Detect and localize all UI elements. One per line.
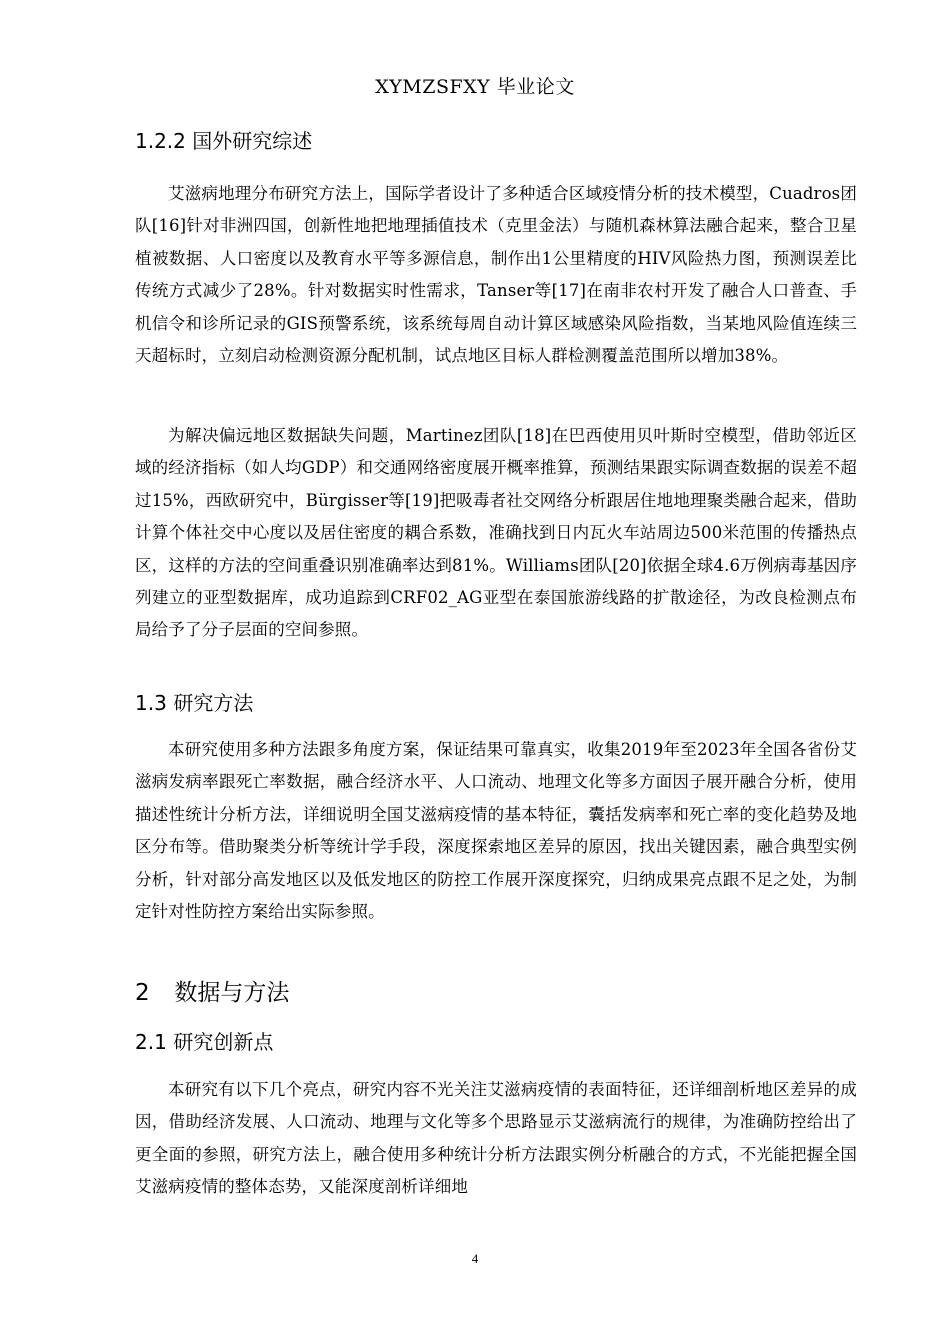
page-header: XYMZSFXY 毕业论文	[375, 76, 575, 98]
page-number: 4	[471, 1251, 479, 1266]
paragraph-data-gaps: 为解决偏远地区数据缺失问题，Martinez团队[18]在巴西使用贝叶斯时空模型，借助邻近区域的经济指标（如人均GDP）和交通网络密度展开概率推算，预测结果跟实际调查数据的误差不超过15%，西欧研究中，Bürgisser等[19]把吸毒者社交网络分析跟居住地地理聚类融合起来，借助计算个体社交中心度以及居住密度的耦合系数，准确找到日内瓦火车站周边500米范围的传播热点区，这样的方法的空间重叠识别准确率达到81%。Williams团队[20]依据全球4.6万例病毒基因序列建立的亚型数据库，成功追踪到CRF02_AG亚型在泰国旅游线路的扩散途径，为改良检测点布局给予了分子层面的空间参照。	[135, 426, 857, 640]
section-heading-1-3	[135, 689, 253, 717]
section-number: 1.2.2	[135, 129, 186, 153]
section-number: 1.3	[135, 691, 167, 715]
section-title: 研究创新点	[173, 1030, 274, 1054]
paragraph-foreign-research: 艾滋病地理分布研究方法上，国际学者设计了多种适合区域疫情分析的技术模型，Cuadros团队[16]针对非洲四国，创新性地把地理插值技术（克里金法）与随机森林算法融合起来，整合卫星植被数据、人口密度以及教育水平等多源信息，制作出1公里精度的HIV风险热力图，预测误差比传统方式减少了28%。针对数据实时性需求，Tanser等[17]在南非农村开发了融合人口普查、手机信令和诊所记录的GIS预警系统，该系统每周自动计算区域感染风险指数，当某地风险值连续三天超标时，立刻启动检测资源分配机制，试点地区目标人群检测覆盖范围所以增加38%。	[135, 184, 857, 366]
paragraph-research-methods: 本研究使用多种方法跟多角度方案，保证结果可靠真实，收集2019年至2023年全国各省份艾滋病发病率跟死亡率数据，融合经济水平、人口流动、地理文化等多方面因子展开融合分析，使用描述性统计分析方法，详细说明全国艾滋病疫情的基本特征，囊括发病率和死亡率的变化趋势及地区分布等。借助聚类分析等统计学手段，深度探索地区差异的原因，找出关键因素，融合典型实例分析，针对部分高发地区以及低发地区的防控工作展开深度探究，归纳成果亮点跟不足之处，为制定针对性防控方案给出实际参照。	[135, 740, 857, 922]
section-heading-1-2-2	[135, 127, 312, 155]
paragraph-innovations: 本研究有以下几个亮点，研究内容不光关注艾滋病疫情的表面特征，还详细剖析地区差异的成因，借助经济发展、人口流动、地理与文化等多个思路显示艾滋病流行的规律，为准确防控给出了更全面的参照，研究方法上，融合使用多种统计分析方法跟实例分析融合的方式，不光能把握全国艾滋病疫情的整体态势，又能深度剖析详细地	[135, 1080, 857, 1197]
section-number: 2	[135, 980, 150, 1006]
section-heading-2	[135, 978, 289, 1008]
section-title: 研究方法	[173, 691, 254, 715]
section-number: 2.1	[135, 1030, 167, 1054]
section-title: 数据与方法	[174, 980, 290, 1006]
section-title: 国外研究综述	[192, 129, 313, 153]
section-heading-2-1	[135, 1028, 273, 1056]
